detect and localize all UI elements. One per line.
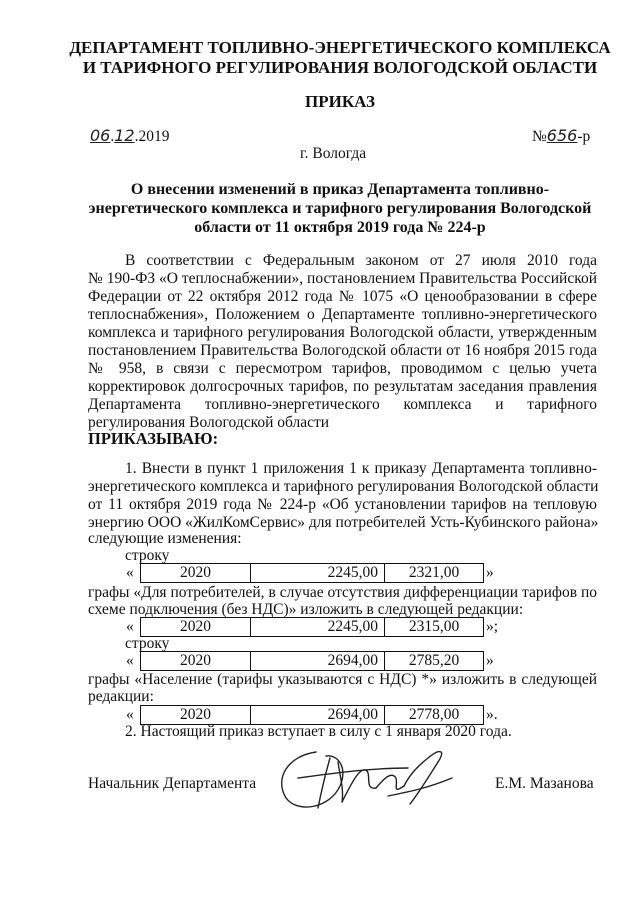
number-suffix: -р <box>577 128 591 145</box>
quote-close: ». <box>486 706 498 723</box>
order-date <box>90 127 169 146</box>
document-type: ПРИКАЗ <box>305 92 375 111</box>
graph2-line: графы «Население (тарифы указываются с НДС) *» изложить в следующей <box>88 671 597 688</box>
quote-open: « <box>126 618 134 635</box>
cell-value: 2321,00 <box>408 564 460 581</box>
quote-close: »; <box>486 618 499 635</box>
item1-line: энергию ООО «ЖилКомСервис» для потребителей Усть-Кубинского района» <box>88 514 599 531</box>
cell-value: 2694,00 <box>251 706 385 724</box>
item1-line: энергетического комплекса и тарифного регулирования Вологодской области <box>88 478 599 495</box>
item2: 2. Настоящий приказ вступает в силу с 1 января 2020 года. <box>125 723 512 740</box>
tariff-row-table <box>140 617 484 637</box>
cell-year: 2020 <box>141 652 251 670</box>
preamble-line: регулирования Вологодской области <box>88 414 330 431</box>
preamble-line: теплоснабжения», Положением о Департаменте топливно-энергетического <box>88 306 597 323</box>
order-command: ПРИКАЗЫВАЮ: <box>88 429 219 448</box>
word-row-label: строку <box>125 547 170 564</box>
number-prefix: № <box>532 128 547 145</box>
cell-value: 2694,00 <box>251 652 385 670</box>
preamble-line: Департамента топливно-энергетического комплекса и тарифного <box>88 396 597 413</box>
preamble-line: № 958, в связи с пересмотром тарифов, проводимом с целью учета <box>88 360 597 377</box>
item1-line: следующие изменения: <box>88 530 242 547</box>
number-handwritten: 656 <box>546 126 578 145</box>
cell-value: 2315,00 <box>408 618 460 635</box>
quote-open: « <box>126 706 134 723</box>
cell-value: 2245,00 <box>251 618 385 636</box>
city: г. Вологда <box>300 145 367 162</box>
signatory-position: Начальник Департамента <box>88 775 257 792</box>
cell-value: 2785,20 <box>408 652 460 669</box>
date-month-handwritten: 12 <box>114 126 135 145</box>
quote-close: » <box>486 564 494 581</box>
graph2-line: редакции: <box>88 688 154 705</box>
graph1-line: графы «Для потребителей, в случае отсутствия дифференциации тарифов по <box>88 584 597 601</box>
graph1-line: схеме подключения (без НДС)» изложить в следующей редакции: <box>88 601 524 618</box>
order-title-line1: О внесении изменений в приказ Департамента топливно- <box>130 181 550 198</box>
preamble-line: корректировок долгосрочных тарифов, по результатам заседания правления <box>88 378 597 395</box>
table-row <box>126 617 506 637</box>
cell-year: 2020 <box>141 618 251 636</box>
handwritten-signature-icon <box>268 738 458 818</box>
quote-close: » <box>486 652 494 669</box>
date-sep: . <box>110 128 115 145</box>
order-title-line2: энергетического комплекса и тарифного регулирования Вологодской <box>88 200 592 217</box>
cell-value: 2245,00 <box>251 564 385 582</box>
tariff-row-table <box>140 563 484 583</box>
word-row-label: строку <box>125 635 170 652</box>
preamble-line: В соответствии с Федеральным законом от 27 июля 2010 года <box>125 252 597 269</box>
quote-open: « <box>126 652 134 669</box>
signatory-name: Е.М. Мазанова <box>495 775 594 792</box>
table-row <box>126 705 506 725</box>
tariff-row-table <box>140 651 484 671</box>
cell-year: 2020 <box>141 706 251 724</box>
item1-line: от 11 октября 2019 года № 224-р «Об установлении тарифов на тепловую <box>88 496 597 513</box>
preamble-line: № 190-ФЗ «О теплоснабжении», постановлением Правительства Российской <box>88 270 597 287</box>
department-name-line2: И ТАРИФНОГО РЕГУЛИРОВАНИЯ ВОЛОГОДСКОЙ ОБЛАСТИ <box>82 58 598 77</box>
table-row <box>126 651 506 671</box>
cell-year: 2020 <box>141 564 251 582</box>
tariff-row-table <box>140 705 484 725</box>
preamble-line: Федерации от 22 октября 2012 года № 1075 «О ценообразовании в сфере <box>88 288 597 305</box>
order-title-line3: области от 11 октября 2019 года № 224-р <box>194 219 486 236</box>
cell-value: 2778,00 <box>408 706 460 723</box>
preamble-line: комплекса и тарифного регулирования Вологодской области, утвержденным <box>88 324 597 341</box>
item1-line: 1. Внести в пункт 1 приложения 1 к приказу Департамента топливно- <box>125 460 597 477</box>
order-number <box>532 127 590 146</box>
date-year: .2019 <box>134 128 170 145</box>
date-day-handwritten: 06 <box>90 126 111 145</box>
department-name-line1: ДЕПАРТАМЕНТ ТОПЛИВНО-ЭНЕРГЕТИЧЕСКОГО КОМПЛЕКСА <box>69 38 611 57</box>
quote-open: « <box>126 564 134 581</box>
table-row <box>126 563 506 583</box>
preamble-line: постановлением Правительства Вологодской области от 16 ноября 2015 года <box>88 342 597 359</box>
